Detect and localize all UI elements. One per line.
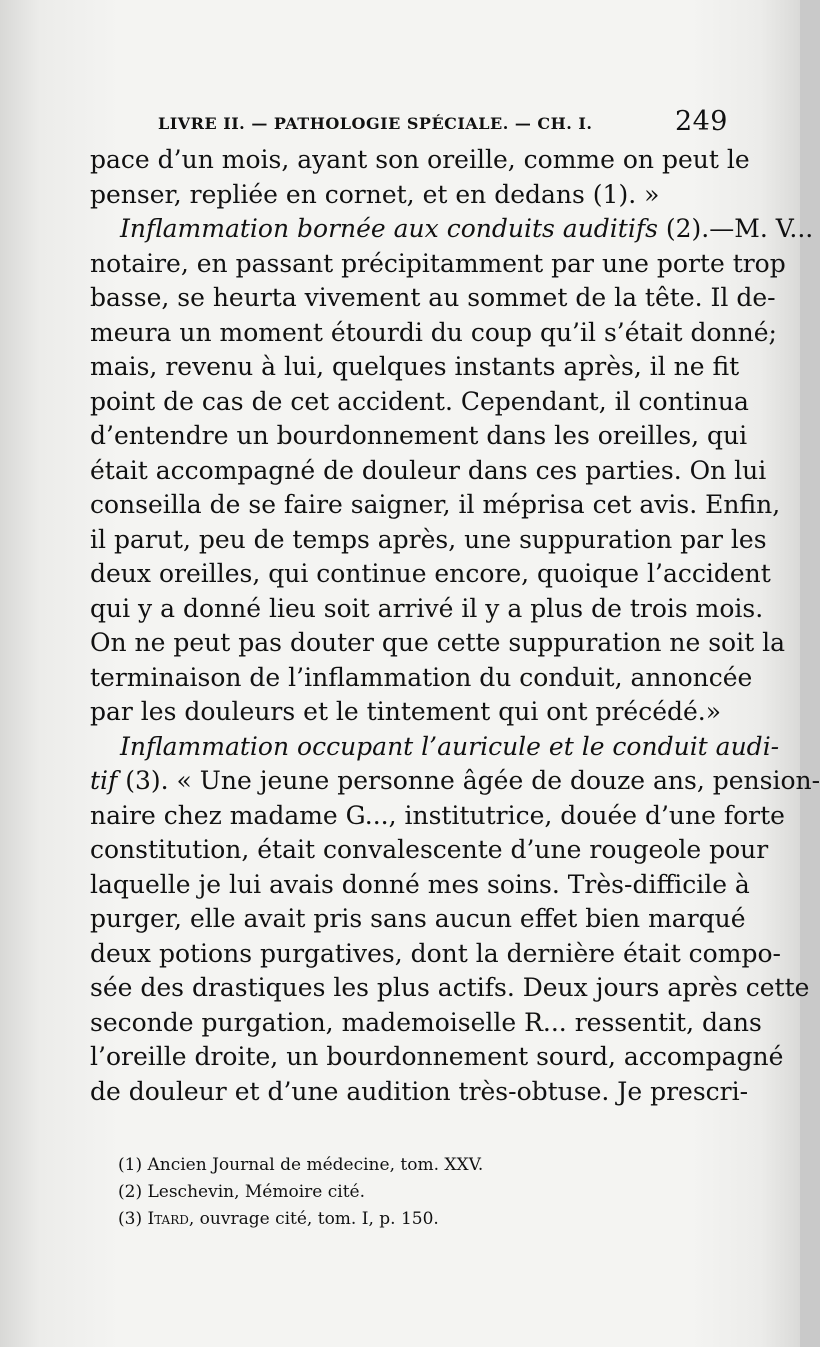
inline-heading-end: tif (90, 766, 118, 795)
author-name: Itard (147, 1209, 189, 1229)
text-line: par les douleurs et le tintement qui ont précédé.» (90, 697, 722, 726)
text-line: deux oreilles, qui continue encore, quoique l’accident (90, 559, 771, 588)
text-line: deux potions purgatives, dont la dernière était compo- (90, 938, 781, 968)
running-head-title: LIVRE II. — PATHOLOGIE SPÉCIALE. — CH. I. (158, 114, 593, 133)
text-line: était accompagné de douleur dans ces parties. On lui (90, 455, 767, 485)
text-line-heading-1 (90, 212, 814, 247)
inline-heading: Inflammation occupant l’auricule et le conduit audi- (120, 731, 780, 761)
text-line: notaire, en passant précipitamment par une porte trop (90, 248, 786, 278)
footnote-marker: (3) (118, 1209, 148, 1229)
text-line: naire chez madame G..., institutrice, douée d’une forte (90, 800, 785, 830)
footnote-2: (2) Leschevin, Mémoire cité. (118, 1182, 365, 1202)
text-line: mais, revenu à lui, quelques instants après, il ne fit (90, 352, 740, 381)
text-line: sée des drastiques les plus actifs. Deux jours après cette (90, 973, 810, 1002)
text-line: qui y a donné lieu soit arrivé il y a plus de trois mois. (90, 593, 764, 623)
footnotes (118, 1152, 718, 1233)
inline-heading: Inflammation bornée aux conduits auditifs (120, 214, 658, 243)
heading-rest: (3). « Une jeune personne âgée de douze ans, pension- (117, 766, 820, 795)
text-line: laquelle je lui avais donné mes soins. Très-difficile à (90, 869, 750, 899)
text-line: terminaison de l’inflammation du conduit, annoncée (90, 662, 753, 692)
text-line: point de cas de cet accident. Cependant, il continua (90, 386, 749, 416)
text-line: de douleur et d’une audition très-obtuse. Je prescri- (90, 1076, 749, 1106)
text-line: d’entendre un bourdonnement dans les oreilles, qui (90, 421, 748, 450)
text-line: conseilla de se faire saigner, il méprisa cet avis. Enfin, (90, 490, 781, 519)
text-line-heading-2-cont (90, 764, 820, 799)
text-line: seconde purgation, mademoiselle R... ressentit, dans (90, 1007, 762, 1037)
footnote-1: (1) Ancien Journal de médecine, tom. XXV. (118, 1155, 484, 1175)
text-line: purger, elle avait pris sans aucun effet bien marqué (90, 904, 746, 933)
text-line: il parut, peu de temps après, une suppuration par les (90, 524, 767, 554)
text-line: constitution, était convalescente d’une rougeole pour (90, 835, 769, 864)
text-line: basse, se heurta vivement au sommet de la tête. Il de- (90, 283, 776, 312)
text-line: penser, repliée en cornet, et en dedans (1). » (90, 179, 660, 209)
text-line: On ne peut pas douter que cette suppuration ne soit la (90, 628, 785, 657)
body-text (90, 143, 820, 1109)
footnote-3 (118, 1206, 718, 1233)
text-line: l’oreille droite, un bourdonnement sourd, accompagné (90, 1042, 784, 1071)
footnote-text: , ouvrage cité, tom. I, p. 150. (188, 1209, 439, 1229)
page-number: 249 (674, 106, 728, 137)
text-line-heading-2 (90, 730, 780, 765)
running-head (158, 106, 728, 136)
text-line: meura un moment étourdi du coup qu’il s’était donné; (90, 317, 777, 347)
heading-rest: (2).—M. V... (657, 214, 814, 243)
text-line: pace d’un mois, ayant son oreille, comme on peut le (90, 145, 750, 174)
